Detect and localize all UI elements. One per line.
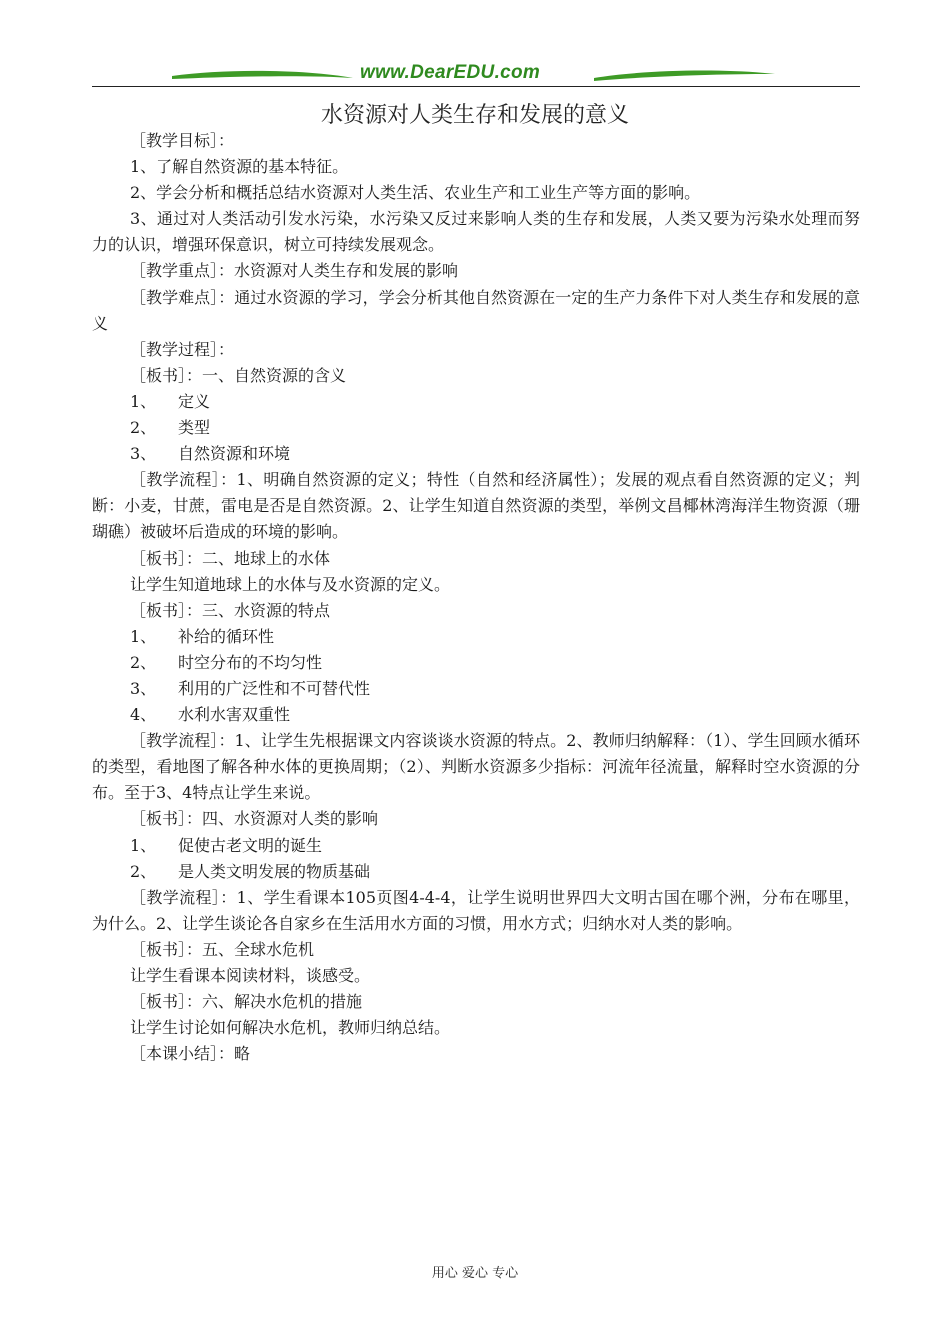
- paragraph: 让学生看课本阅读材料，谈感受。: [130, 966, 371, 985]
- paragraph: 2、学会分析和概括总结水资源对人类生活、农业生产和工业生产等方面的影响。: [130, 183, 701, 203]
- numbered-item: [92, 676, 860, 702]
- item-text: 类型: [178, 418, 211, 438]
- paragraph: ［教学流程］：1、学生看课本105页图4-4-4，让学生说明世界四大文明古国在哪个洲，分布在哪里，为什么。2、让学生谈论各自家乡在生活用水方面的习惯，用水方式；归纳水对人类的影响。: [92, 887, 860, 933]
- item-number: 2、: [130, 418, 157, 438]
- item-text: 时空分布的不均匀性: [178, 652, 323, 672]
- item-text: 水利水害双重性: [178, 705, 291, 725]
- numbered-item: [92, 859, 860, 885]
- paragraph: ［本课小结］：略: [130, 1044, 251, 1064]
- page-footer: 用心 爱心 专心: [431, 1266, 519, 1281]
- numbered-item: [92, 389, 860, 415]
- item-number: 3、: [130, 678, 157, 698]
- item-text: 定义: [178, 391, 211, 411]
- paragraph: ［教学流程］：1、明确自然资源的定义；特性（自然和经济属性）；发展的观点看自然资源的定义；判断：小麦，甘蔗，雷电是否是自然资源。2、让学生知道自然资源的类型，举例文昌椰林湾海洋生物资源（珊瑚礁）被破坏后造成的环境的影响。: [92, 470, 860, 542]
- numbered-item: [92, 441, 860, 467]
- item-text: 补给的循环性: [178, 626, 275, 646]
- item-text: 是人类文明发展的物质基础: [178, 861, 371, 881]
- paragraph: ［板书］：五、全球水危机: [130, 939, 315, 959]
- site-logo: www.DearEDU.com: [360, 62, 541, 83]
- paragraph: ［板书］：六、解决水危机的措施: [130, 992, 363, 1012]
- item-number: 3、: [130, 444, 157, 464]
- paragraph: ［板书］：一、自然资源的含义: [130, 365, 347, 385]
- paragraph: 让学生知道地球上的水体与及水资源的定义。: [130, 574, 451, 594]
- document-body: [92, 128, 860, 1067]
- item-text: 自然资源和环境: [178, 444, 291, 464]
- paragraph: ［教学流程］：1、让学生先根据课文内容谈谈水资源的特点。2、教师归纳解释：（1）、学生回顾水循环的类型，看地图了解各种水体的更换周期；（2）、判断水资源多少指标：河流年径流量，解释时空水资源的分布。至于3、4特点让学生来说。: [92, 731, 860, 803]
- numbered-item: [92, 650, 860, 676]
- item-number: 4、: [130, 705, 157, 725]
- paragraph: ［教学重点］：水资源对人类生存和发展的影响: [130, 261, 459, 281]
- numbered-item: [92, 833, 860, 859]
- numbered-item: [92, 415, 860, 441]
- numbered-item: [92, 624, 860, 650]
- header-rule: [92, 86, 860, 87]
- paragraph: ［板书］：四、水资源对人类的影响: [130, 809, 379, 829]
- page-title: 水资源对人类生存和发展的意义: [320, 103, 629, 128]
- paragraph: 3、通过对人类活动引发水污染，水污染又反过来影响人类的生存和发展，人类又要为污染水处理而努力的认识，增强环保意识，树立可持续发展观念。: [92, 209, 860, 255]
- paragraph: ［教学目标］：: [130, 131, 235, 150]
- item-number: 1、: [130, 835, 157, 855]
- numbered-item: [92, 702, 860, 728]
- paragraph: 1、了解自然资源的基本特征。: [130, 157, 349, 177]
- item-number: 2、: [130, 652, 157, 672]
- paragraph: ［教学难点］：通过水资源的学习，学会分析其他自然资源在一定的生产力条件下对人类生存和发展的意义: [92, 287, 860, 333]
- item-number: 1、: [130, 626, 157, 646]
- page-header: [92, 58, 860, 92]
- paragraph: ［教学过程］：: [130, 339, 235, 359]
- paragraph: ［板书］：三、水资源的特点: [130, 600, 331, 620]
- paragraph: ［板书］：二、地球上的水体: [130, 548, 331, 568]
- item-number: 1、: [130, 391, 157, 411]
- item-text: 促使古老文明的诞生: [178, 835, 323, 855]
- right-swoosh-graphic: [592, 66, 777, 86]
- item-text: 利用的广泛性和不可替代性: [178, 678, 371, 698]
- item-number: 2、: [130, 861, 157, 881]
- paragraph: 让学生讨论如何解决水危机，教师归纳总结。: [130, 1018, 451, 1038]
- left-swoosh-graphic: [170, 66, 355, 86]
